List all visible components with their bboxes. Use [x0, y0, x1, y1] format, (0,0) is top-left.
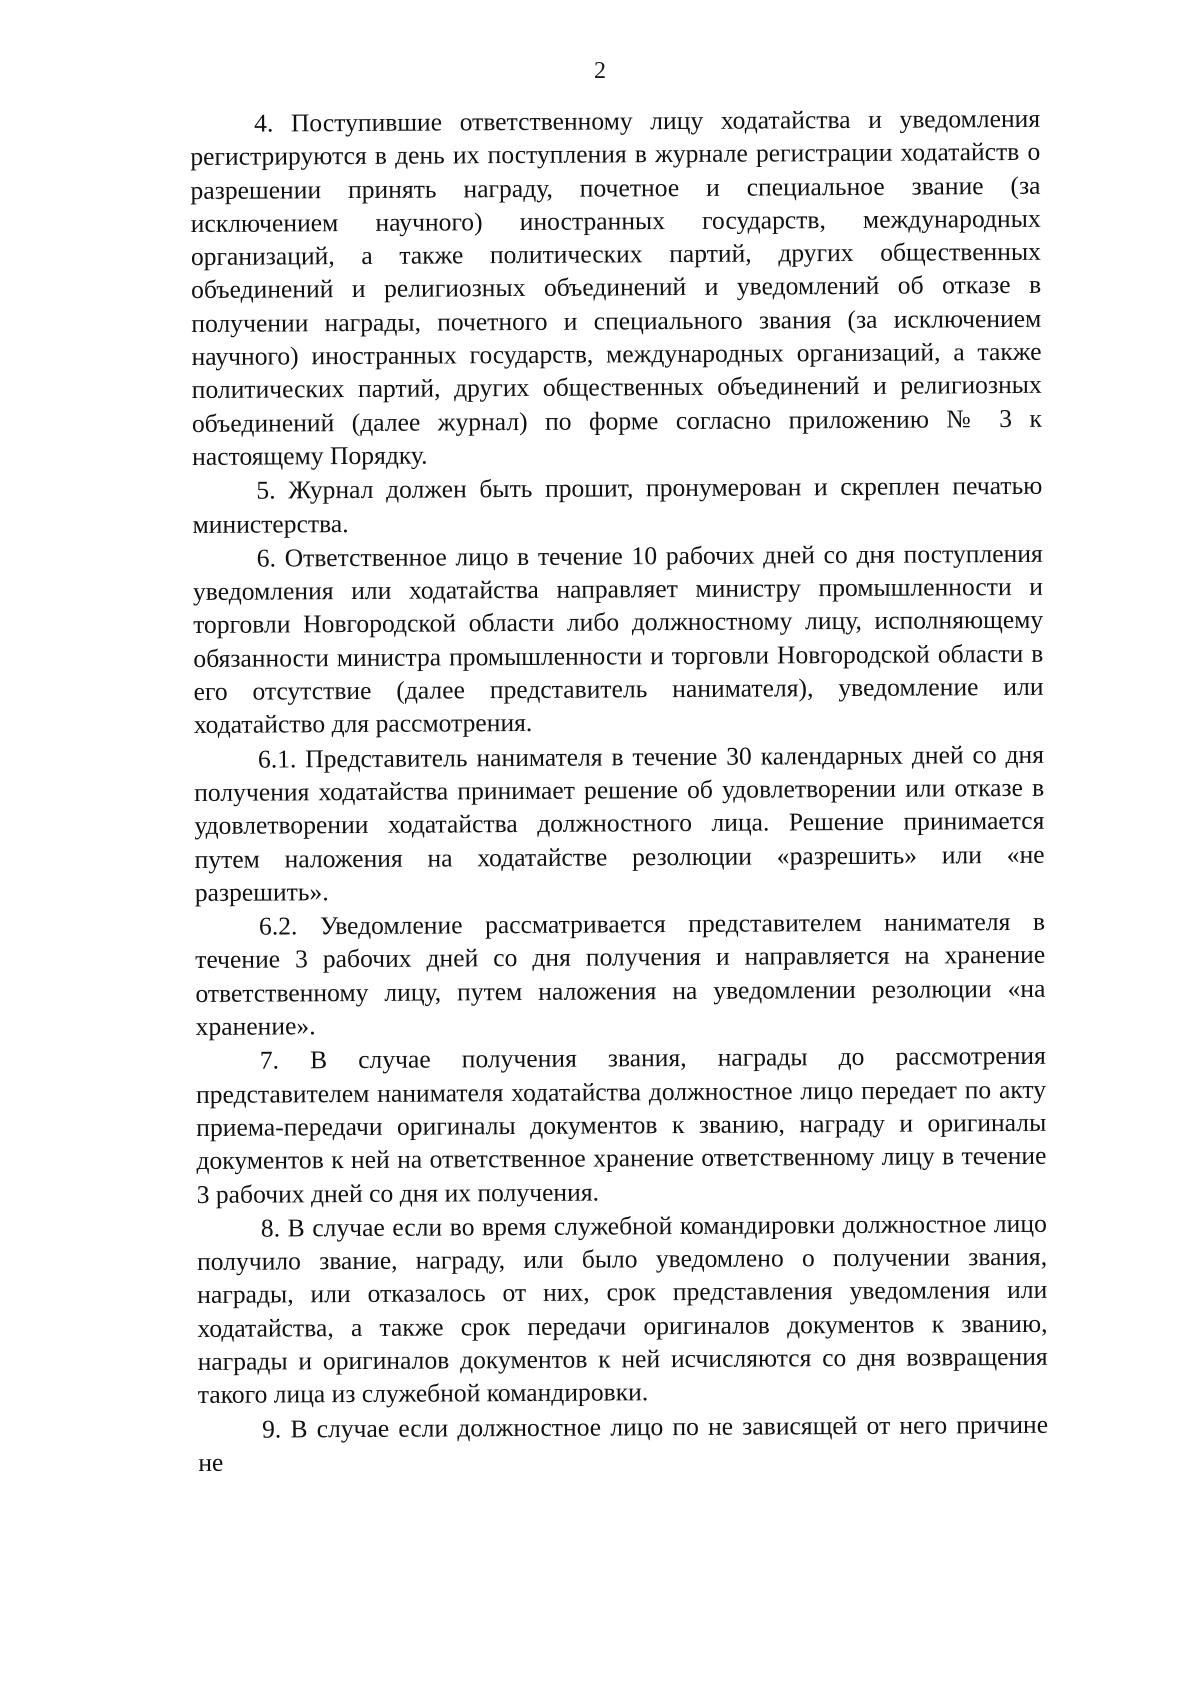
- paragraph-6-1: 6.1. Представитель нанимателя в течение 30 календарных дней со дня получения ходатайства принимает решение об удовлетворении или отказе в удовлетворении ходатайства должностного лица. Решение принимается путем наложения на ходатайстве резолюции «разрешить» или «не разрешить».: [194, 739, 1045, 907]
- paragraph-9: 9. В случае если должностное лицо по не зависящей от него причине не: [198, 1409, 1049, 1477]
- page-number: 2: [594, 58, 606, 84]
- paragraph-8: 8. В случае если во время служебной командировки должностное лицо получило звание, награду, или было уведомлено о получении звания, награды, или отказалось от них, срок представления уведомления или ходатайства, а также срок передачи оригиналов документов к званию, награды и оригиналов документов к ней исчисляются со дня возвращения такого лица из служебной командировки.: [196, 1208, 1048, 1410]
- paragraph-6: 6. Ответственное лицо в течение 10 рабочих дней со дня поступления уведомления или ходатайства направляет министру промышленности и торговли Новгородской области либо должностному лицу, исполняющему обязанности министра промышленности и торговли Новгородской области в его отсутствие (далее представитель нанимателя), уведомление или ходатайство для рассмотрения.: [192, 538, 1044, 740]
- paragraph-7: 7. В случае получения звания, награды до рассмотрения представителем нанимателя ходатайства должностное лицо передает по акту приема-передачи оригиналы документов к званию, награду и оригиналы документов к ней на ответственное хранение ответственному лицу в течение 3 рабочих дней со дня их получения.: [195, 1041, 1047, 1209]
- paragraph-5: 5. Журнал должен быть прошит, пронумерован и скреплен печатью министерства.: [192, 471, 1043, 539]
- paragraph-6-2: 6.2. Уведомление рассматривается представителем нанимателя в течение 3 рабочих дней со дня получения и направляется на хранение ответственному лицу, путем наложения на уведомлении резолюции «на хранение».: [195, 906, 1046, 1041]
- document-body: [190, 102, 1048, 1480]
- paragraph-4: 4. Поступившие ответственному лицу ходатайства и уведомления регистрируются в день их поступления в журнале регистрации ходатайств о разрешении принять награду, почетное и специальное звание (за исключением научного) иностранных государств, международных организаций, а также политических партий, других общественных объединений и религиозных объединений и уведомлений об отказе в получении награды, почетного и специального звания (за исключением научного) иностранных государств, международных организаций, а также политических партий, других общественных объединений и религиозных объединений (далее журнал) по форме согласно приложению № 3 к настоящему Порядку.: [190, 103, 1043, 471]
